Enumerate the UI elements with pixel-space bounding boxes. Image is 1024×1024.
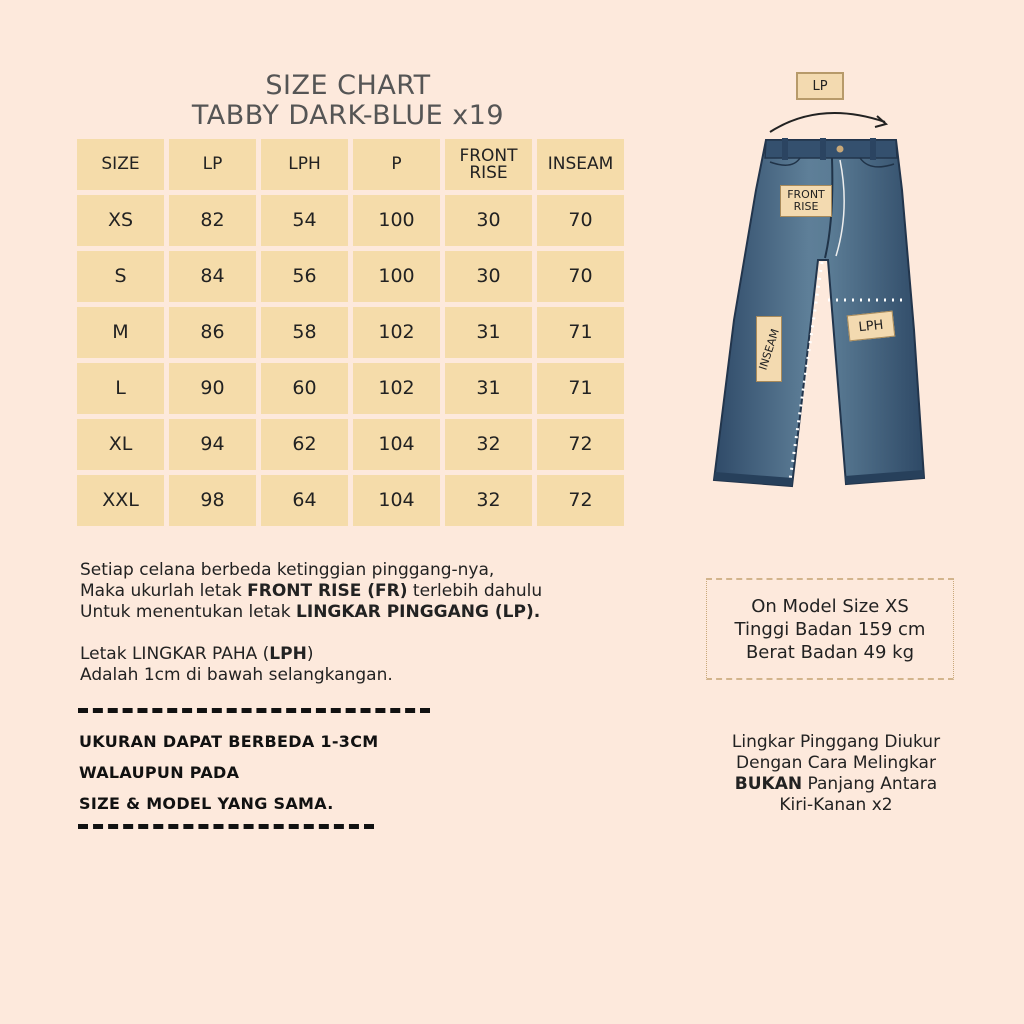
table-cell: 94	[169, 419, 256, 470]
table-cell: 100	[353, 195, 440, 246]
table-cell: 70	[537, 251, 624, 302]
lph-instructions: Letak LINGKAR PAHA (LPH) Adalah 1cm di bawah selangkangan.	[80, 644, 393, 685]
front-rise-label: FRONT RISE	[780, 185, 832, 217]
table-cell: 58	[261, 307, 348, 358]
table-cell: XL	[77, 419, 164, 470]
table-cell: 72	[537, 419, 624, 470]
header-front-rise: FRONT RISE	[445, 139, 532, 190]
inseam-label: INSEAM	[756, 316, 782, 382]
table-cell: 64	[261, 475, 348, 526]
table-cell: S	[77, 251, 164, 302]
lp-label: LP	[796, 72, 844, 100]
dashed-divider	[78, 708, 430, 713]
header-lp: LP	[169, 139, 256, 190]
table-cell: XS	[77, 195, 164, 246]
table-cell: 86	[169, 307, 256, 358]
jeans-illustration	[700, 70, 1000, 500]
table-cell: 104	[353, 475, 440, 526]
table-cell: M	[77, 307, 164, 358]
table-cell: 72	[537, 475, 624, 526]
header-p: P	[353, 139, 440, 190]
dashed-divider	[78, 824, 374, 829]
lph-label: LPH	[847, 311, 895, 342]
table-cell: L	[77, 363, 164, 414]
table-cell: 102	[353, 363, 440, 414]
table-cell: 82	[169, 195, 256, 246]
table-cell: 54	[261, 195, 348, 246]
table-cell: 102	[353, 307, 440, 358]
warning-line: WALAUPUN PADA	[79, 763, 240, 782]
table-cell: 62	[261, 419, 348, 470]
table-cell: 31	[445, 307, 532, 358]
product-name: TABBY DARK-BLUE x19	[191, 100, 505, 131]
table-cell: 84	[169, 251, 256, 302]
waist-measurement-note: Lingkar Pinggang Diukur Dengan Cara Melingkar BUKAN Panjang Antara Kiri-Kanan x2	[731, 732, 941, 815]
table-cell: XXL	[77, 475, 164, 526]
table-cell: 71	[537, 307, 624, 358]
table-cell: 90	[169, 363, 256, 414]
model-info-box: On Model Size XS Tinggi Badan 159 cm Berat Badan 49 kg	[706, 578, 954, 680]
table-cell: 100	[353, 251, 440, 302]
warning-line: SIZE & MODEL YANG SAMA.	[79, 794, 334, 813]
warning-line: UKURAN DAPAT BERBEDA 1-3CM	[79, 732, 379, 751]
table-cell: 60	[261, 363, 348, 414]
chart-title: SIZE CHART	[265, 70, 431, 101]
table-cell: 71	[537, 363, 624, 414]
table-cell: 30	[445, 251, 532, 302]
table-cell: 31	[445, 363, 532, 414]
header-inseam: INSEAM	[537, 139, 624, 190]
table-cell: 70	[537, 195, 624, 246]
front-rise-instructions: Setiap celana berbeda ketinggian pinggang-nya, Maka ukurlah letak FRONT RISE (FR) terlebih dahulu Untuk menentukan letak LINGKAR PINGGANG (LP).	[80, 560, 543, 622]
table-cell: 32	[445, 419, 532, 470]
header-lph: LPH	[261, 139, 348, 190]
size-table	[77, 139, 624, 526]
table-cell: 104	[353, 419, 440, 470]
table-cell: 56	[261, 251, 348, 302]
table-cell: 30	[445, 195, 532, 246]
header-size: SIZE	[77, 139, 164, 190]
table-cell: 98	[169, 475, 256, 526]
table-cell: 32	[445, 475, 532, 526]
